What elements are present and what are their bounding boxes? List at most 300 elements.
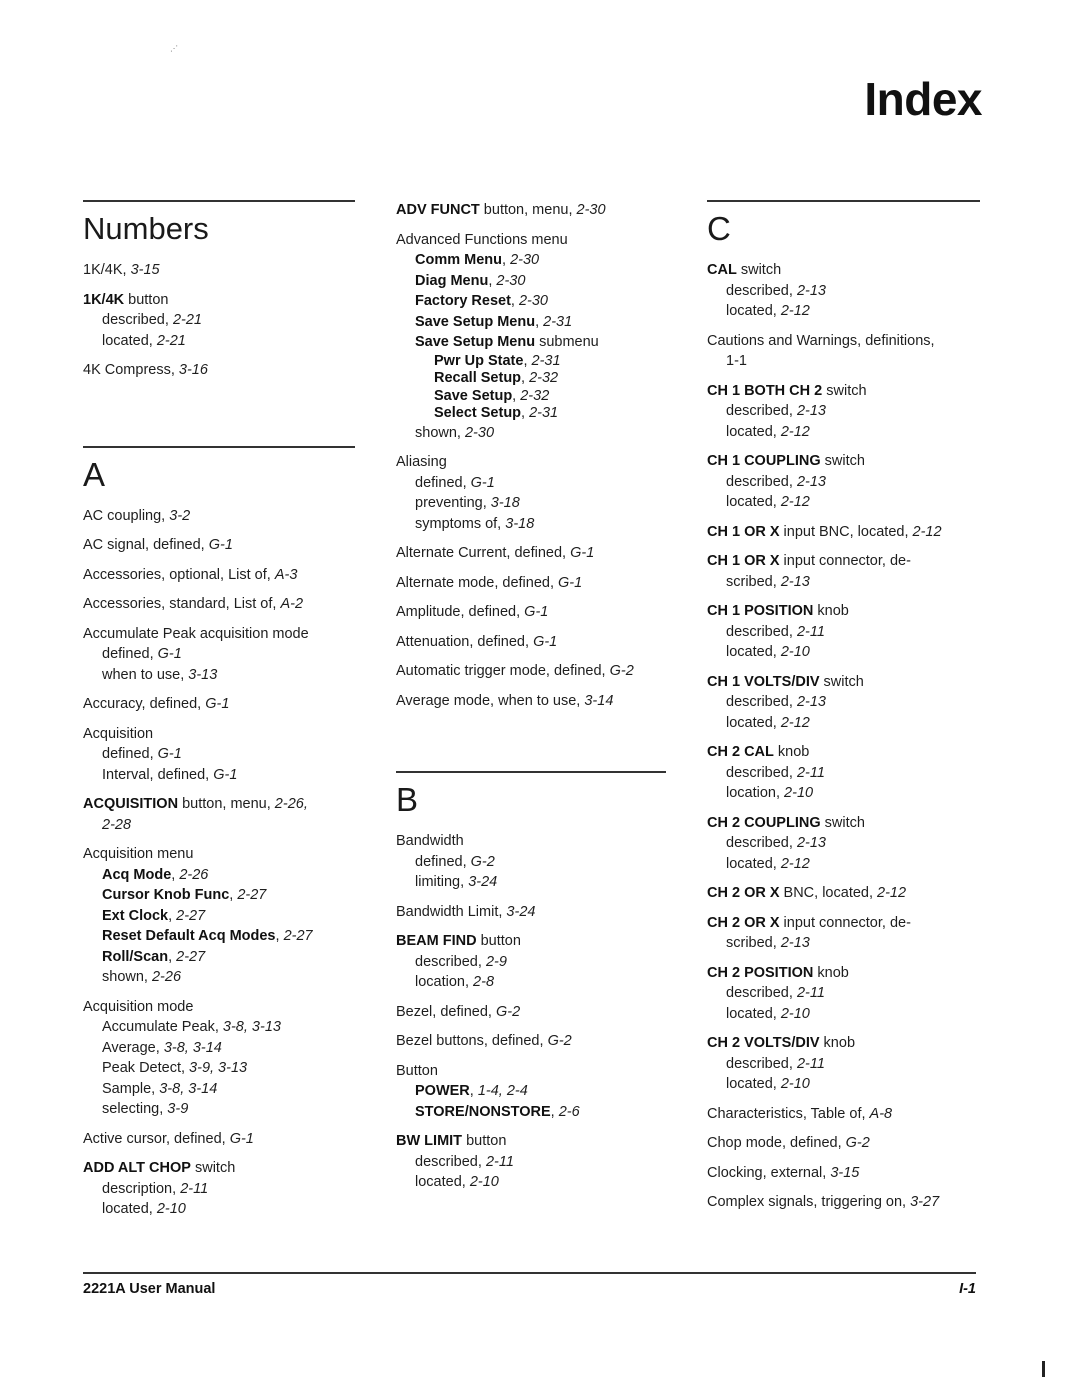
page-reference: 3-9, 3-13: [189, 1060, 248, 1076]
index-entry: [707, 1104, 980, 1125]
term-text: switch: [820, 814, 865, 831]
footer-page-number: I-1: [959, 1281, 976, 1297]
term-text: input connector, de-: [779, 914, 911, 931]
index-term: [83, 724, 355, 745]
index-term: [707, 1133, 980, 1154]
index-subentry: [707, 492, 980, 513]
index-entry: [83, 1129, 355, 1150]
page-reference: 2-11: [796, 623, 825, 640]
term-keyword: POWER: [415, 1083, 470, 1099]
page-reference: 3-15: [830, 1164, 860, 1181]
index-entry: [707, 522, 980, 543]
index-subentry: [707, 622, 980, 643]
index-entry: [396, 200, 666, 221]
term-text: Characteristics, Table of,: [707, 1105, 870, 1122]
index-subentry: [83, 1017, 355, 1038]
page-reference: 3-8, 3-13: [222, 1019, 281, 1035]
term-keyword: Cursor Knob Func: [102, 887, 230, 903]
term-text: defined,: [102, 746, 158, 762]
index-entry: [707, 381, 980, 443]
index-term: [83, 694, 355, 715]
page-reference: 1-4, 2-4: [477, 1083, 528, 1099]
term-text: ,: [168, 948, 177, 965]
page-reference: 3-24: [506, 903, 536, 920]
term-keyword: Pwr Up State: [434, 352, 524, 369]
index-subentry: [707, 783, 980, 804]
term-text: scribed,: [726, 573, 781, 590]
page-reference: 3-8, 3-14: [159, 1080, 218, 1097]
index-subentry: [396, 473, 666, 494]
page-reference: 2-11: [796, 764, 825, 781]
page-reference: 2-26: [179, 866, 209, 883]
page-reference: 2-10: [780, 1005, 810, 1022]
index-subentry: [396, 423, 666, 444]
index-term: [396, 200, 666, 221]
index-term: [83, 290, 355, 311]
term-keyword: CH 2 OR X: [707, 914, 780, 931]
page-reference: 2-11: [485, 1153, 514, 1170]
page-reference: 3-13: [188, 666, 218, 683]
index-subentry: [396, 312, 666, 333]
index-subentry: [83, 765, 355, 786]
term-keyword: Select Setup: [434, 405, 522, 421]
term-keyword: Roll/Scan: [102, 948, 169, 965]
term-text: described,: [415, 953, 486, 970]
section-heading: A: [83, 446, 355, 494]
term-keyword: BW LIMIT: [396, 1133, 463, 1149]
index-subentry: [707, 833, 980, 854]
term-keyword: ADV FUNCT: [396, 202, 480, 218]
index-subentry: [396, 872, 666, 893]
term-text: button, menu,: [479, 202, 577, 218]
term-text: located,: [726, 423, 781, 440]
term-text: knob: [813, 603, 849, 619]
index-entry: [396, 902, 666, 923]
term-text: ,: [275, 928, 284, 944]
page-reference: 3-18: [505, 515, 535, 532]
index-entry: [707, 601, 980, 663]
page-reference: 2-31: [531, 352, 561, 369]
index-entry: [396, 1061, 666, 1123]
index-column-3: [707, 200, 980, 1222]
index-subentry: [707, 1004, 980, 1025]
page-reference: 3-18: [490, 495, 520, 511]
page-reference: G-2: [609, 663, 634, 679]
term-text: located,: [726, 1005, 781, 1022]
page-reference: 2-8: [473, 974, 495, 990]
page-reference: 3-15: [130, 262, 160, 278]
term-text: submenu: [535, 334, 599, 350]
page-reference: 2-27: [237, 887, 267, 903]
page-reference: G-1: [558, 574, 583, 591]
term-text: Interval, defined,: [102, 766, 214, 783]
section-heading: B: [396, 771, 666, 819]
term-text: defined,: [102, 646, 158, 662]
index-entry: [707, 451, 980, 513]
index-subentry: [83, 1058, 355, 1079]
term-text: defined,: [415, 474, 471, 491]
page-reference: 2-10: [156, 1201, 186, 1217]
index-subentry: [396, 1152, 666, 1173]
index-term: [83, 1129, 355, 1150]
index-entry: [707, 331, 980, 372]
index-subentry: [396, 493, 666, 514]
term-text: Accumulate Peak acquisition mode: [83, 625, 309, 642]
index-term: [707, 742, 980, 763]
term-keyword: Save Setup: [434, 387, 513, 404]
term-text: switch: [190, 1160, 236, 1176]
index-term: [83, 565, 355, 586]
term-text: ,: [469, 1083, 478, 1099]
term-keyword: STORE/NONSTORE: [415, 1103, 551, 1120]
section-heading: C: [707, 200, 980, 248]
index-entry: [707, 1033, 980, 1095]
index-entry: [707, 963, 980, 1025]
index-entry: [707, 1163, 980, 1184]
page-reference: 3-8, 3-14: [163, 1039, 222, 1056]
index-entry: [396, 573, 666, 594]
index-subentry: [83, 885, 355, 906]
index-subentry: [396, 1081, 666, 1102]
term-keyword: CAL: [707, 262, 737, 278]
term-text: Accessories, standard, List of,: [83, 596, 281, 612]
index-entry: [83, 694, 355, 715]
page-reference: 3-24: [468, 874, 498, 890]
index-term: [707, 522, 980, 543]
term-text: ,: [512, 387, 521, 404]
page-reference: 2-27: [283, 928, 313, 944]
page-reference: 3-27: [910, 1194, 940, 1210]
page-reference: 2-12: [780, 494, 810, 510]
index-entry: [396, 661, 666, 682]
index-subentry: [707, 1054, 980, 1075]
term-text: ,: [229, 887, 238, 903]
page-reference: 2-12: [780, 855, 810, 872]
index-entry: [83, 594, 355, 615]
term-text: Bezel, defined,: [396, 1003, 496, 1020]
index-term: [707, 260, 980, 281]
index-term: [707, 813, 980, 834]
index-term: [396, 1031, 666, 1052]
scan-speck: ⋰: [170, 44, 178, 53]
term-text: limiting,: [415, 874, 469, 890]
page-reference: 2-30: [518, 293, 548, 309]
term-text: located,: [726, 855, 781, 872]
term-text: ,: [521, 370, 530, 386]
index-term: [83, 260, 355, 281]
index-subentry: [83, 331, 355, 352]
index-column-1: [83, 200, 355, 1229]
page-reference: 2-13: [796, 282, 826, 299]
index-term: [396, 230, 666, 251]
page-reference: 2-13: [780, 573, 810, 590]
term-text: switch: [736, 262, 782, 278]
index-term: [707, 601, 980, 622]
index-subentry: [396, 332, 666, 353]
index-subentry: [707, 472, 980, 493]
term-text: Bandwidth: [396, 833, 464, 849]
index-subentry: [83, 310, 355, 331]
term-text: AC coupling,: [83, 507, 170, 524]
index-entry: [396, 831, 666, 893]
index-subentry: [83, 744, 355, 765]
term-text: location,: [726, 785, 785, 801]
term-text: ,: [523, 352, 532, 369]
term-text: switch: [822, 382, 867, 399]
page-reference: 2-32: [520, 387, 550, 404]
index-entry: [396, 230, 666, 444]
index-term: [83, 794, 355, 815]
term-keyword: 1K/4K: [83, 291, 125, 308]
page-reference: 2-30: [496, 272, 526, 289]
page-reference: 2-11: [796, 985, 825, 1001]
index-entry: [707, 883, 980, 904]
term-keyword: CH 2 COUPLING: [707, 814, 821, 831]
page-reference: 2-32: [529, 370, 559, 386]
index-term: [707, 381, 980, 402]
page-reference: 2-10: [784, 785, 814, 801]
index-term: [83, 360, 355, 381]
term-keyword: Ext Clock: [102, 907, 169, 924]
term-text: input connector, de-: [779, 553, 911, 569]
index-entry: [83, 624, 355, 686]
term-text: when to use,: [102, 666, 189, 683]
page-reference: G-2: [845, 1135, 870, 1151]
term-text: knob: [773, 744, 810, 760]
term-text: described,: [726, 403, 797, 419]
term-text: Peak Detect,: [102, 1060, 190, 1076]
page-reference: 2-30: [510, 252, 540, 268]
term-text: switch: [820, 453, 865, 469]
page-footer: [83, 1272, 976, 1297]
index-subentry: [83, 906, 355, 927]
term-text: located,: [415, 1174, 470, 1190]
index-entry: [707, 260, 980, 322]
term-keyword: Save Setup Menu: [415, 334, 536, 350]
term-text: ,: [502, 252, 511, 268]
index-subentry: [83, 1179, 355, 1200]
index-term: [396, 573, 666, 594]
term-keyword: CH 1 POSITION: [707, 603, 814, 619]
index-entry: [396, 602, 666, 623]
term-text: Accumulate Peak,: [102, 1019, 223, 1035]
term-text: button: [476, 933, 521, 949]
term-text: described,: [726, 473, 797, 490]
index-term: [396, 452, 666, 473]
term-text: described,: [726, 623, 797, 640]
term-text: located,: [726, 303, 781, 319]
index-entry: [707, 813, 980, 875]
term-text: ,: [488, 272, 497, 289]
index-entry: [83, 535, 355, 556]
term-text: Acquisition: [83, 725, 154, 742]
index-entry: [396, 691, 666, 712]
page-reference: 2-21: [172, 312, 202, 328]
page-reference: 2-13: [796, 694, 826, 710]
index-entry: [83, 565, 355, 586]
term-text: ,: [171, 866, 180, 883]
term-text: input BNC, located,: [779, 523, 913, 540]
page-reference: 2-9: [485, 953, 507, 970]
term-text: button: [462, 1133, 507, 1149]
term-text: Cautions and Warnings, definitions,: [707, 332, 935, 349]
page-reference: 2-12: [780, 423, 810, 440]
index-subentry: [396, 852, 666, 873]
term-text: Alternate Current, defined,: [396, 545, 571, 561]
term-keyword: Recall Setup: [434, 370, 522, 386]
term-keyword: CH 2 CAL: [707, 744, 774, 760]
term-text: button, menu,: [178, 796, 275, 812]
index-term: [396, 661, 666, 682]
term-text: Aliasing: [396, 454, 447, 470]
index-subentry: [83, 665, 355, 686]
index-subentry: [707, 301, 980, 322]
index-subentry: [83, 1079, 355, 1100]
index-subentry: [396, 370, 666, 388]
term-keyword: Factory Reset: [415, 293, 511, 309]
index-term: [707, 1192, 980, 1213]
page-reference: 2-11: [796, 1055, 825, 1072]
term-text: described,: [726, 282, 797, 299]
term-text: located,: [102, 1201, 157, 1217]
index-term: [396, 691, 666, 712]
page-reference: 2-31: [543, 313, 573, 330]
term-text: preventing,: [415, 495, 491, 511]
term-keyword: CH 1 COUPLING: [707, 453, 821, 469]
term-keyword: CH 2 POSITION: [707, 964, 814, 981]
index-entry: [83, 260, 355, 281]
term-text: knob: [813, 964, 849, 981]
index-subentry: [707, 422, 980, 443]
term-text: located,: [726, 494, 781, 510]
term-text: ,: [168, 907, 177, 924]
term-keyword: CH 2 OR X: [707, 885, 780, 901]
term-keyword: CH 1 OR X: [707, 523, 780, 540]
term-text: 1-1: [726, 353, 747, 369]
term-text: switch: [819, 673, 864, 690]
page-reference: G-1: [533, 633, 558, 650]
term-text: located,: [726, 1076, 781, 1092]
page-reference: 2-11: [180, 1180, 209, 1197]
page-reference: 2-30: [576, 202, 606, 218]
term-text: Alternate mode, defined,: [396, 574, 559, 591]
index-subentry: [396, 353, 666, 371]
index-entry: [707, 1133, 980, 1154]
page-reference: 2-10: [780, 1076, 810, 1092]
index-subentry: [83, 967, 355, 988]
index-subentry: [396, 388, 666, 406]
index-entry: [707, 1192, 980, 1213]
index-subentry: [396, 250, 666, 271]
term-text: Accessories, optional, List of,: [83, 566, 275, 583]
index-subentry: [83, 947, 355, 968]
index-subentry: [396, 271, 666, 292]
term-text: scribed,: [726, 935, 781, 951]
index-entry: [83, 360, 355, 381]
page-reference: 2-26,: [274, 796, 308, 812]
term-keyword: Comm Menu: [415, 252, 502, 268]
index-term: [396, 931, 666, 952]
term-text: BNC, located,: [779, 885, 878, 901]
index-subentry: [83, 644, 355, 665]
index-subentry: [707, 692, 980, 713]
index-subentry: [707, 933, 980, 954]
term-text: described,: [726, 1055, 797, 1072]
index-term: [707, 1104, 980, 1125]
page-reference: 2-27: [176, 948, 206, 965]
term-text: located,: [726, 714, 781, 731]
page-reference: G-2: [547, 1033, 572, 1049]
term-keyword: CH 2 VOLTS/DIV: [707, 1035, 820, 1051]
index-subentry: [707, 281, 980, 302]
index-term: [707, 883, 980, 904]
term-text: Complex signals, triggering on,: [707, 1194, 911, 1210]
term-text: Automatic trigger mode, defined,: [396, 663, 610, 679]
page-reference: 3-14: [584, 692, 614, 709]
page-reference: G-1: [524, 604, 549, 620]
index-entry: [707, 742, 980, 804]
term-text: described,: [726, 694, 797, 710]
index-subentry: [396, 1172, 666, 1193]
index-subentry: [83, 1199, 355, 1220]
page-reference: A-2: [280, 596, 304, 612]
index-entry: [83, 997, 355, 1120]
page-reference: 2-13: [796, 835, 826, 851]
term-text: Sample,: [102, 1080, 160, 1097]
term-text: Chop mode, defined,: [707, 1135, 846, 1151]
index-subentry: [707, 1074, 980, 1095]
index-subentry: [396, 405, 666, 423]
index-entry: [83, 506, 355, 527]
page-reference: G-1: [470, 474, 495, 491]
term-keyword: ADD ALT CHOP: [83, 1160, 191, 1176]
term-text: symptoms of,: [415, 515, 506, 532]
term-text: button: [124, 291, 169, 308]
term-text: Amplitude, defined,: [396, 604, 525, 620]
term-text: described,: [726, 764, 797, 781]
index-subentry: [707, 572, 980, 593]
index-entry: [396, 452, 666, 534]
page-reference: 2-6: [558, 1103, 580, 1120]
page-reference: 3-9: [167, 1101, 189, 1117]
index-subentry: [707, 854, 980, 875]
index-subentry: [83, 815, 355, 836]
index-term: [396, 831, 666, 852]
term-text: description,: [102, 1180, 181, 1197]
page-reference: 2-31: [529, 405, 559, 421]
index-entry: [83, 724, 355, 786]
index-entry: [396, 1131, 666, 1193]
term-text: 4K Compress,: [83, 362, 179, 378]
index-entry: [396, 1002, 666, 1023]
page-title: Index: [864, 73, 982, 125]
index-entry: [707, 672, 980, 734]
term-text: Advanced Functions menu: [396, 231, 568, 248]
index-term: [707, 1163, 980, 1184]
term-text: Button: [396, 1062, 438, 1079]
index-term: [707, 1033, 980, 1054]
page-reference: G-1: [157, 746, 182, 762]
page-reference: 2-30: [464, 424, 495, 441]
index-term: [707, 331, 980, 352]
section-heading: Numbers: [83, 200, 355, 248]
scan-mark: [1042, 1361, 1045, 1377]
page-reference: 2-12: [780, 714, 810, 731]
index-entry: [396, 1031, 666, 1052]
index-subentry: [396, 1102, 666, 1123]
index-term: [396, 902, 666, 923]
term-text: located,: [726, 644, 781, 660]
